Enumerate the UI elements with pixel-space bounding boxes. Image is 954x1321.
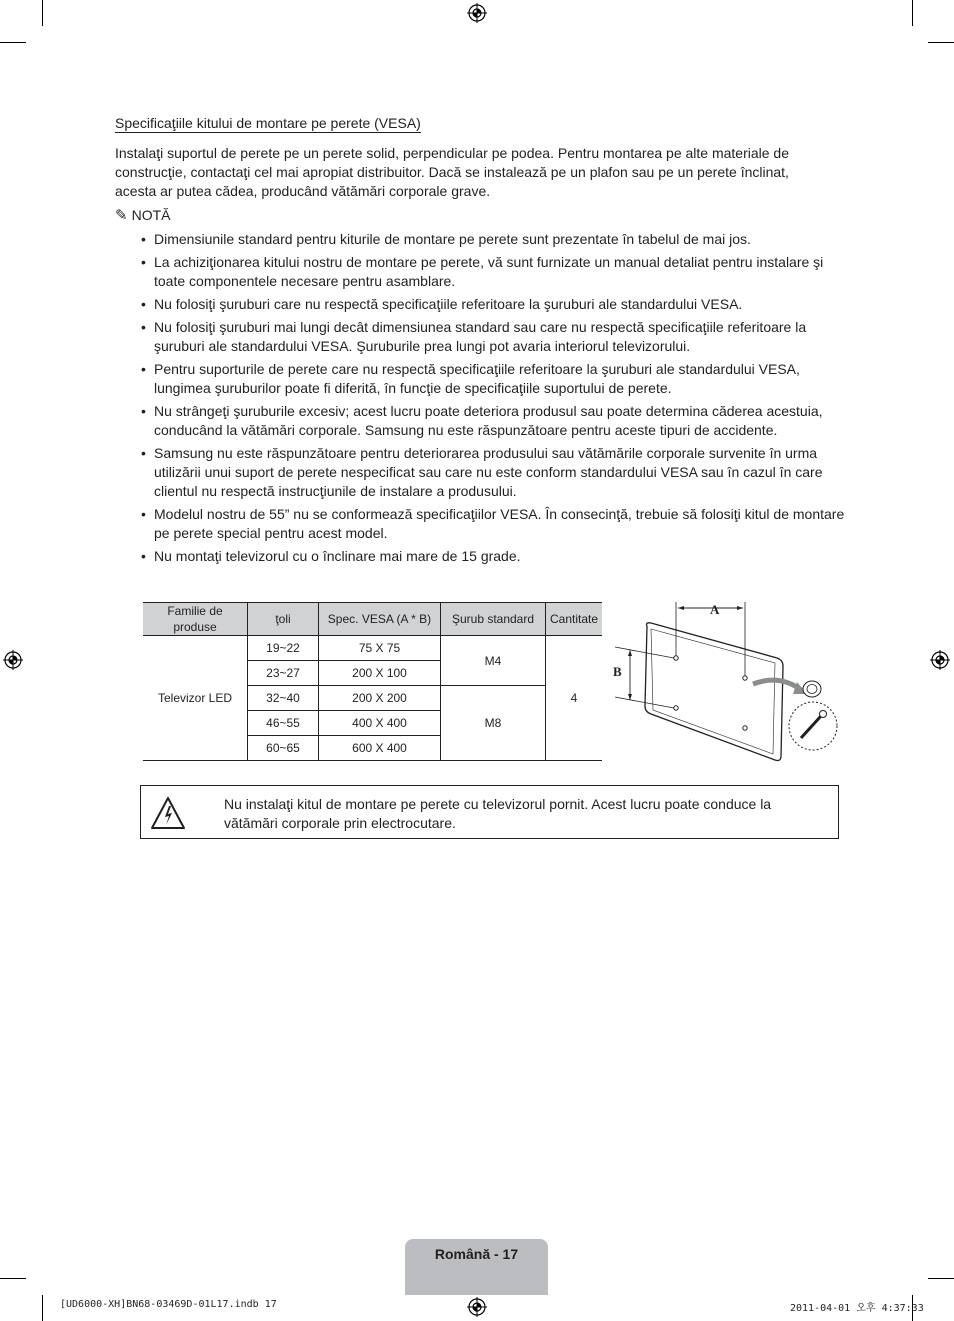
list-item: [115, 444, 845, 501]
footer-file-info: [UD6000-XH]BN68-03469D-01L17.indb 17: [60, 1299, 277, 1310]
list-item: [115, 547, 845, 566]
bullet-dot: •: [141, 254, 146, 270]
bullet-text: Nu folosiţi şuruburi mai lungi decât dimensiunea standard sau care nu respectă specificaţiile referitoare la şuruburi ale standardului VESA. Şuruburile prea lungi pot avaria interiorul televizorului.: [154, 319, 807, 354]
section-heading: Specificaţiile kitului de montare pe perete (VESA): [115, 115, 421, 131]
warning-text: [224, 795, 824, 833]
screw-cell: M8: [441, 686, 546, 761]
crop-mark: [0, 1278, 26, 1279]
mount-hole: [743, 726, 747, 730]
bullet-dot: •: [141, 548, 146, 564]
screw-cell: M4: [441, 636, 546, 686]
bullet-text: Modelul nostru de 55” nu se conformează specificaţiilor VESA. În consecinţă, trebuie să folosiţi kitul de montare pe perete special pentru acest model.: [154, 506, 845, 541]
inches-cell: 23~27: [248, 661, 319, 686]
vesa-cell: 400 X 400: [319, 711, 441, 736]
bullet-dot: •: [141, 445, 146, 461]
list-item: [115, 253, 845, 291]
footer-date: 2011-04-01 오후 4:37:33: [790, 1303, 924, 1314]
screw-cap-icon: [803, 681, 821, 697]
intro-paragraph: [115, 144, 840, 201]
note-label: NOTĂ: [131, 207, 171, 223]
vesa-cell: 200 X 200: [319, 686, 441, 711]
crop-mark: [912, 0, 913, 26]
bullet-text: Nu folosiţi şuruburi care nu respectă specificaţiile referitoare la şuruburi ale standardului VESA.: [154, 296, 743, 312]
mount-hole: [743, 676, 747, 680]
list-item: [115, 230, 845, 249]
vesa-cell: 75 X 75: [319, 636, 441, 661]
bullet-text: Dimensiunile standard pentru kiturile de montare pe perete sunt prezentate în tabelul de mai jos.: [154, 231, 751, 247]
note-header: [115, 206, 170, 224]
bullet-dot: •: [141, 403, 146, 419]
table-row: [143, 636, 602, 661]
registration-mark-icon: [3, 650, 23, 670]
intro-line: Instalaţi suportul de perete pe un perete solid, perpendicular pe podea. Pentru montarea pe alte materiale de: [115, 145, 789, 161]
inches-cell: 46~55: [248, 711, 319, 736]
list-item: [115, 295, 845, 314]
list-item: [115, 360, 845, 398]
pencil-note-icon: ✎: [115, 207, 128, 224]
bullet-dot: •: [141, 296, 146, 312]
bullet-dot: •: [141, 361, 146, 377]
tv-back-panel: [645, 623, 783, 761]
inches-cell: 19~22: [248, 636, 319, 661]
bullet-dot: •: [141, 319, 146, 335]
list-item: [115, 402, 845, 440]
column-header-family: Familie de produse: [143, 603, 248, 636]
table-header-row: [143, 603, 602, 636]
bullet-text: Pentru suporturile de perete care nu respectă specificaţiile referitoare la şuruburi ale standardului VESA, lungimea şuruburilor poate fi diferită, în funcţie de specificaţiile suportului de perete.: [154, 361, 800, 396]
crop-mark: [928, 1278, 954, 1279]
registration-mark-icon: [467, 3, 487, 23]
crop-mark: [42, 0, 43, 26]
crop-mark: [928, 42, 954, 43]
dimension-b-label: B: [613, 664, 622, 679]
mount-hole: [674, 706, 678, 710]
vesa-cell: 600 X 400: [319, 736, 441, 761]
page-number: Română - 17: [434, 1246, 519, 1262]
registration-mark-icon: [930, 650, 950, 670]
family-cell: Televizor LED: [143, 636, 248, 761]
electric-shock-warning-icon: [150, 796, 186, 830]
vesa-spec-table: [143, 602, 602, 761]
vesa-cell: 200 X 100: [319, 661, 441, 686]
crop-mark: [0, 42, 26, 43]
column-header-vesa: Spec. VESA (A * B): [319, 603, 441, 636]
intro-line: acesta ar putea cădea, producând vătămări corporale grave.: [115, 183, 491, 199]
intro-line: construcţie, contactaţi cel mai apropiat distribuitor. Dacă se instalează pe un plafon sau pe un perete înclinat,: [115, 164, 789, 180]
mount-hole: [674, 656, 678, 660]
bullet-dot: •: [141, 506, 146, 522]
warning-line: Nu instalaţi kitul de montare pe perete cu televizorul pornit. Acest lucru poate conduce la: [224, 796, 772, 812]
registration-mark-icon: [467, 1297, 487, 1317]
inches-cell: 32~40: [248, 686, 319, 711]
column-header-quantity: Cantitate: [546, 603, 603, 636]
column-header-inches: ţoli: [248, 603, 319, 636]
inches-cell: 60~65: [248, 736, 319, 761]
bullet-dot: •: [141, 231, 146, 247]
warning-line: vătămări corporale prin electrocutare.: [224, 815, 456, 831]
bullet-text: Samsung nu este răspunzătoare pentru deteriorarea produsului sau vătămările corporale survenite în urma utilizării unui suport de perete nespecificat sau care nu este conform standardului VESA sau în cazul în care clientul nu respectă instrucţiunile de instalare a produsului.: [154, 445, 823, 499]
crop-mark: [42, 1295, 43, 1321]
bullet-text: Nu montaţi televizorul cu o înclinare mai mare de 15 grade.: [154, 548, 521, 564]
dimension-a-label: A: [710, 602, 720, 617]
list-item: [115, 505, 845, 543]
note-bullet-list: [115, 230, 845, 570]
bullet-text: Nu strângeţi şuruburile excesiv; acest lucru poate deteriora produsul sau poate determina căderea acestuia, conducând la vătămări corporale. Samsung nu este răspunzătoare pentru aceste tipuri de accidente.: [154, 403, 823, 438]
list-item: [115, 318, 845, 356]
bullet-text: La achiziţionarea kitului nostru de montare pe perete, vă sunt furnizate un manual detaliat pentru instalare şi toate componentele necesare pentru asamblare.: [154, 254, 824, 289]
wall-mount-diagram: [605, 596, 845, 768]
column-header-screw: Şurub standard: [441, 603, 546, 636]
quantity-cell: 4: [546, 636, 603, 761]
